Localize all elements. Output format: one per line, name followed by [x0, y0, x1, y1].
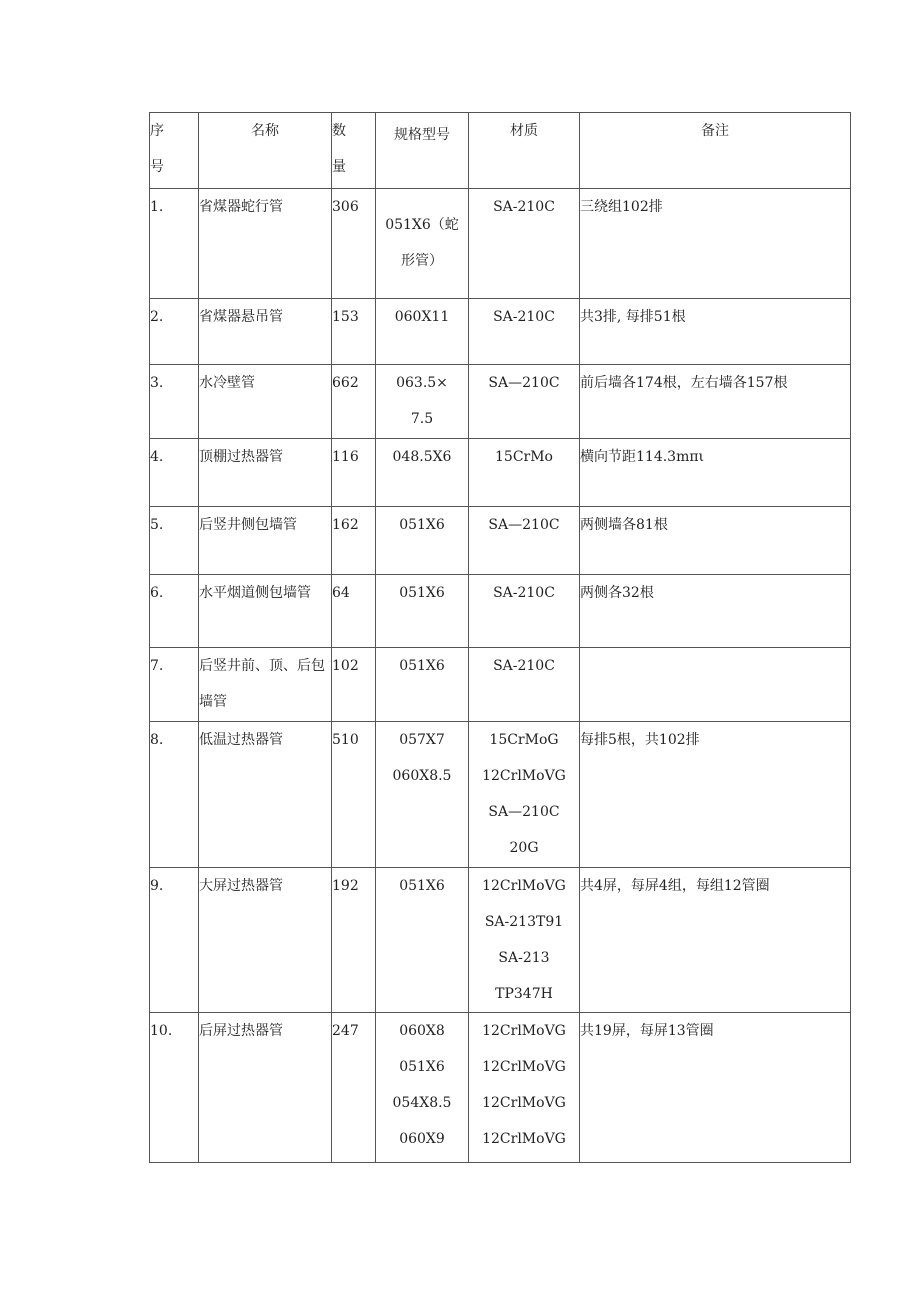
- cell-line: 12CrlMoVG: [482, 878, 566, 894]
- cell-line: 048.5X6: [392, 449, 452, 465]
- row-note: [580, 648, 851, 722]
- row-name: 大屏过热器管: [199, 868, 332, 1013]
- row-name: 后竖井侧包墙管: [199, 507, 332, 575]
- row-spec: [376, 1013, 469, 1163]
- row-quantity: 116: [332, 439, 376, 507]
- cell-line: 15CrMoG: [489, 732, 559, 748]
- row-spec: [376, 365, 469, 439]
- cell-line: 060X9: [399, 1131, 445, 1147]
- cell-line: 12CrlMoVG: [482, 1131, 566, 1147]
- row-note: 每排5根，共102排: [580, 722, 851, 868]
- header-row: [150, 113, 851, 189]
- row-number: 3.: [150, 365, 199, 439]
- table-row: [150, 439, 851, 507]
- cell-line: 051X6（蛇: [385, 217, 459, 233]
- row-spec: [376, 439, 469, 507]
- row-note: 三绕组102排: [580, 189, 851, 299]
- row-number: 5.: [150, 507, 199, 575]
- row-quantity: 662: [332, 365, 376, 439]
- row-number: 7.: [150, 648, 199, 722]
- row-quantity: 192: [332, 868, 376, 1013]
- row-material: [469, 575, 580, 648]
- cell-line: 7.5: [410, 411, 434, 427]
- row-number: 8.: [150, 722, 199, 868]
- row-number: 9.: [150, 868, 199, 1013]
- row-spec: [376, 868, 469, 1013]
- row-quantity: 162: [332, 507, 376, 575]
- cell-line: SA-210C: [493, 199, 555, 215]
- row-number: 4.: [150, 439, 199, 507]
- row-material: [469, 648, 580, 722]
- row-number: 2.: [150, 299, 199, 365]
- row-name: 省煤器悬吊管: [199, 299, 332, 365]
- cell-line: 060X8: [399, 1023, 445, 1039]
- header-material: 材质: [469, 113, 580, 189]
- row-material: [469, 1013, 580, 1163]
- cell-line: SA-213: [498, 950, 550, 966]
- row-name: 水平烟道侧包墙管: [199, 575, 332, 648]
- row-spec: [376, 575, 469, 648]
- row-spec: [376, 189, 469, 299]
- cell-line: 060X8.5: [392, 768, 452, 784]
- cell-line: 20G: [509, 840, 539, 856]
- cell-line: TP347H: [495, 986, 553, 1002]
- header-qty: 数 量: [332, 113, 376, 189]
- table-row: [150, 189, 851, 299]
- cell-line: 051X6: [399, 517, 445, 533]
- row-quantity: 510: [332, 722, 376, 868]
- cell-line: 051X6: [399, 585, 445, 601]
- row-number: 1.: [150, 189, 199, 299]
- cell-line: SA-210C: [493, 309, 555, 325]
- header-name: 名称: [199, 113, 332, 189]
- row-material: [469, 439, 580, 507]
- row-quantity: 306: [332, 189, 376, 299]
- row-note: 横向节距114.3mπι: [580, 439, 851, 507]
- cell-line: 12CrlMoVG: [482, 1023, 566, 1039]
- row-name: 低温过热器管: [199, 722, 332, 868]
- row-note: 两侧墙各81根: [580, 507, 851, 575]
- table-row: [150, 575, 851, 648]
- cell-line: 12CrlMoVG: [482, 768, 566, 784]
- header-spec: 规格型号: [376, 113, 469, 189]
- cell-line: SA-213T91: [484, 914, 564, 930]
- row-name: 省煤器蛇行管: [199, 189, 332, 299]
- table-row: [150, 868, 851, 1013]
- row-spec: [376, 299, 469, 365]
- row-quantity: 64: [332, 575, 376, 648]
- cell-line: 051X6: [399, 658, 445, 674]
- row-quantity: 153: [332, 299, 376, 365]
- cell-line: SA—210C: [488, 375, 560, 391]
- row-name: 顶棚过热器管: [199, 439, 332, 507]
- cell-line: SA-210C: [493, 658, 555, 674]
- cell-line: 051X6: [399, 878, 445, 894]
- header-note: 备注: [580, 113, 851, 189]
- table-row: [150, 648, 851, 722]
- header-no: 序 号: [150, 113, 199, 189]
- row-material: [469, 722, 580, 868]
- row-note: 共19屏，每屏13管圈: [580, 1013, 851, 1163]
- table-row: [150, 1013, 851, 1163]
- row-name: 水冷壁管: [199, 365, 332, 439]
- row-note: 前后墙各174根，左右墙各157根: [580, 365, 851, 439]
- row-material: [469, 507, 580, 575]
- row-spec: [376, 722, 469, 868]
- table-row: [150, 507, 851, 575]
- cell-line: 057X7: [399, 732, 445, 748]
- cell-line: 051X6: [399, 1059, 445, 1075]
- row-number: 10.: [150, 1013, 199, 1163]
- cell-line: 060X11: [394, 309, 450, 325]
- row-name: 后竖井前、顶、后包墙管: [199, 648, 332, 722]
- row-quantity: 102: [332, 648, 376, 722]
- cell-line: 12CrlMoVG: [482, 1059, 566, 1075]
- table-row: [150, 299, 851, 365]
- table-row: [150, 365, 851, 439]
- row-material: [469, 868, 580, 1013]
- cell-line: SA-210C: [493, 585, 555, 601]
- pipe-spec-table: [149, 112, 851, 1163]
- cell-line: 063.5×: [396, 375, 448, 391]
- cell-line: SA—210C: [488, 804, 560, 820]
- cell-line: 15CrMo: [495, 449, 553, 465]
- table-row: [150, 722, 851, 868]
- row-note: 两侧各32根: [580, 575, 851, 648]
- cell-line: 054X8.5: [392, 1095, 452, 1111]
- row-material: [469, 365, 580, 439]
- row-number: 6.: [150, 575, 199, 648]
- cell-line: SA—210C: [488, 517, 560, 533]
- row-note: 共3排, 每排51根: [580, 299, 851, 365]
- row-name: 后屏过热器管: [199, 1013, 332, 1163]
- row-spec: [376, 507, 469, 575]
- row-note: 共4屏，每屏4组，每组12管圈: [580, 868, 851, 1013]
- row-quantity: 247: [332, 1013, 376, 1163]
- row-spec: [376, 648, 469, 722]
- cell-line: 12CrlMoVG: [482, 1095, 566, 1111]
- cell-line: 形管）: [401, 253, 443, 269]
- row-material: [469, 299, 580, 365]
- row-material: [469, 189, 580, 299]
